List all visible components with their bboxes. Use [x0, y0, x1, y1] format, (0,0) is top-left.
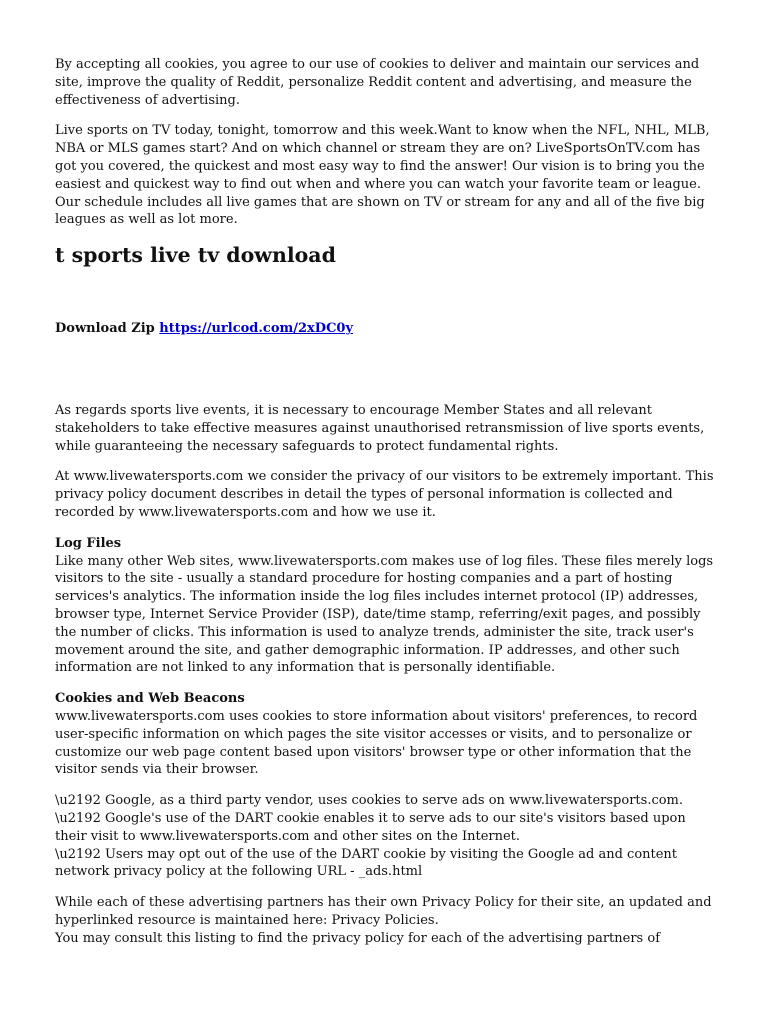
download-link[interactable]: https://urlcod.com/2xDC0y — [159, 321, 354, 337]
privacy-paragraph: At www.livewatersports.com we consider the privacy of our visitors to be extremely important. This privacy policy document describes in detail the types of personal information is collected and recorded by www.livewatersports.com and how we use it. — [55, 469, 714, 520]
google-line: \u2192 Google's use of the DART cookie enables it to serve ads to our site's visitors based upon their visit to www.livewatersports.com and other sites on the Internet. — [55, 810, 686, 844]
log-files-title: Log Files — [55, 535, 122, 551]
log-files-section — [55, 535, 720, 677]
document-page — [55, 56, 720, 947]
google-line: \u2192 Users may opt out of the use of the DART cookie by visiting the Google ad and content network privacy policy at the following URL - _ads.html — [55, 846, 678, 880]
spacer — [55, 338, 720, 402]
log-files-body: Like many other Web sites, www.livewatersports.com makes use of log files. These files merely logs visitors to the site - usually a standard procedure for hosting companies and a part of hosting services's analytics. The information inside the log files includes internet protocol (IP) addresses, browser type, Internet Service Provider (ISP), date/time stamp, referring/exit pages, and possibly the number of clicks. This information is used to analyze trends, administer the site, track user's movement around the site, and gather demographic information. IP addresses, and other such information are not linked to any information that is personally identifiable. — [55, 553, 714, 676]
partners-line-2: You may consult this listing to find the privacy policy for each of the advertising partners of — [55, 930, 661, 946]
download-line — [55, 320, 720, 338]
partners-line-1: While each of these advertising partners has their own Privacy Policy for their site, an updated and hyperlinked resource is maintained here: Privacy Policies. — [55, 895, 712, 928]
regards-paragraph: As regards sports live events, it is necessary to encourage Member States and all relevant stakeholders to take effective measures against unauthorised retransmission of live sports events, while guaranteeing the necessary safeguards to protect fundamental rights. — [55, 402, 705, 454]
cookies-section — [55, 690, 720, 779]
download-label: Download Zip — [55, 321, 155, 337]
intro-sports-paragraph: Live sports on TV today, tonight, tomorrow and this week.Want to know when the NFL, NHL, MLB, NBA or MLS games start? And on which channel or stream they are on? LiveSportsOnTV.com has got you covered, the quickest and most easy way to find the answer! Our vision is to bring you the easiest and quickest way to find out when and where you can watch your favorite team or league. Our schedule includes all live games that are shown on TV or stream for any and all of the five big leagues as well as lot more. — [55, 123, 710, 228]
google-line: \u2192 Google, as a third party vendor, uses cookies to serve ads on www.livewatersports.com. — [55, 793, 684, 809]
cookies-title: Cookies and Web Beacons — [55, 691, 245, 707]
cookies-body: www.livewatersports.com uses cookies to store information about visitors' preferences, to record user-specific information on which pages the site visitor accesses or visits, and to personalize or customize our web page content based upon visitors' browser type or other information that the visitor sends via their browser. — [55, 708, 698, 778]
intro-cookie-paragraph: By accepting all cookies, you agree to our use of cookies to deliver and maintain our services and site, improve the quality of Reddit, personalize Reddit content and advertising, and measure the effectiveness of advertising. — [55, 57, 700, 108]
partners-paragraph — [55, 894, 720, 947]
page-title: t sports live tv download — [55, 243, 336, 268]
google-list — [55, 792, 720, 881]
